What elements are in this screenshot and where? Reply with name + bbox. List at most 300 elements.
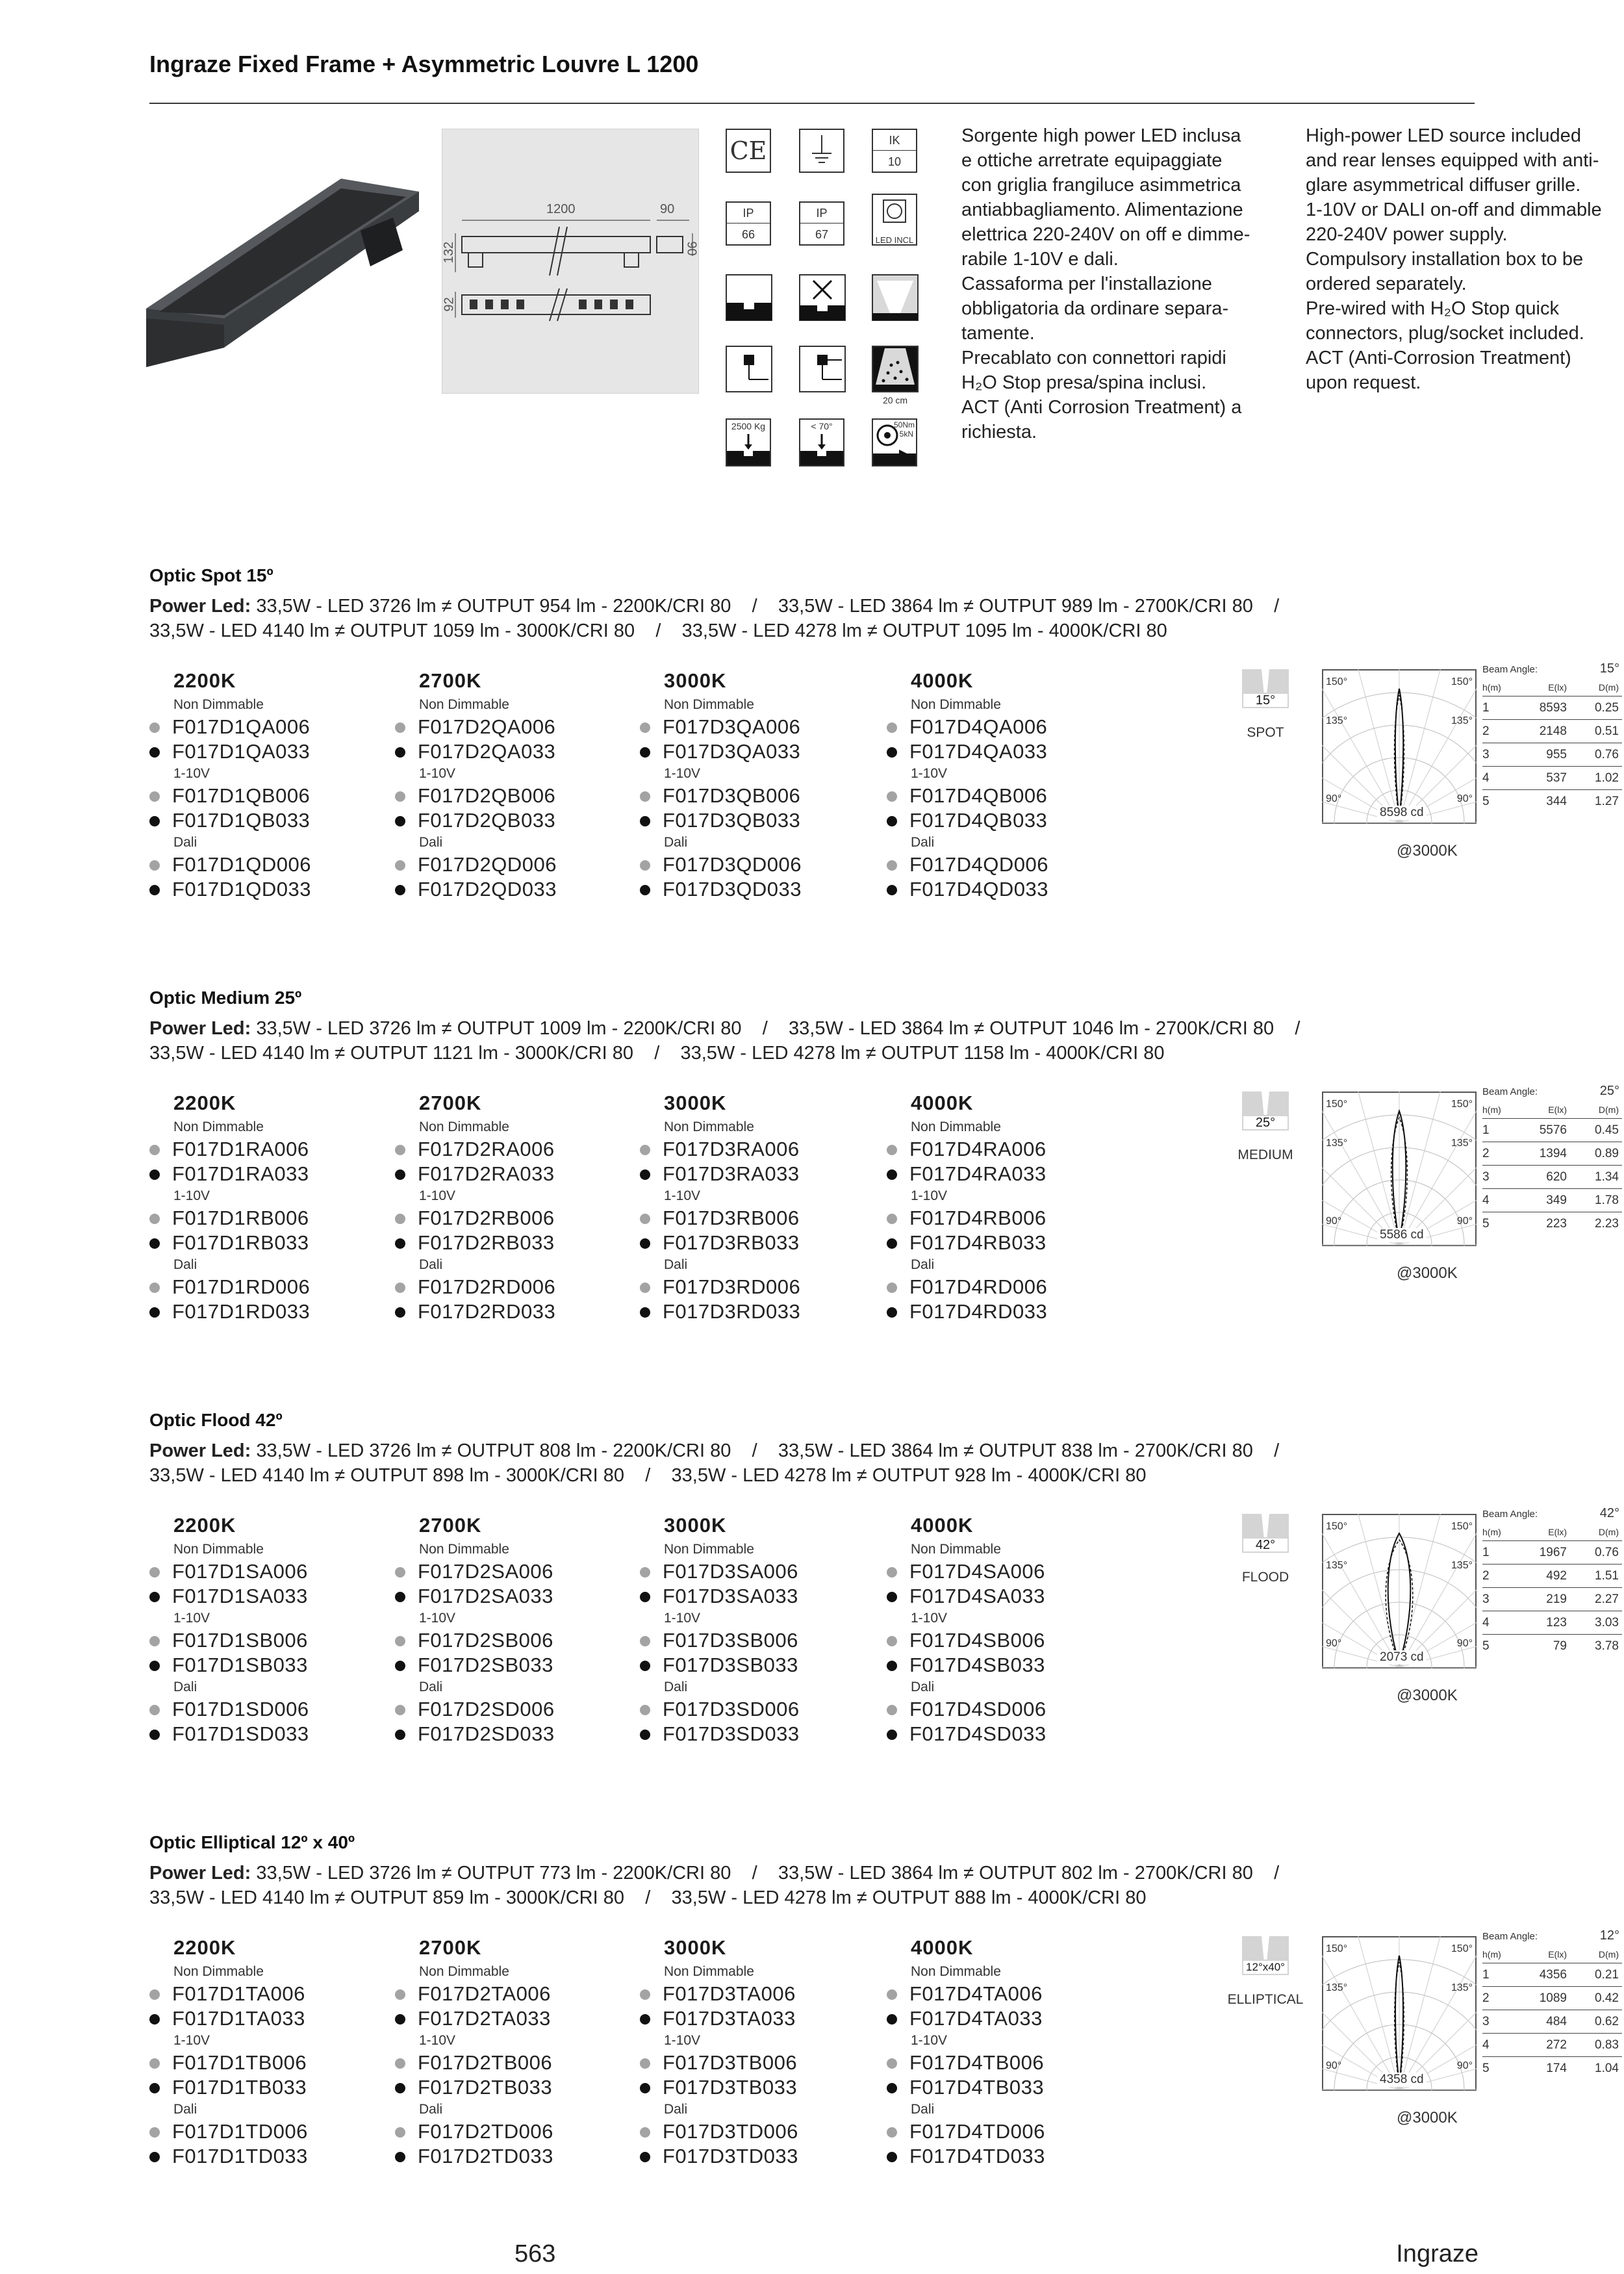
dimming-group-label: 1-10V — [173, 1611, 210, 1626]
power-led-label: Power Led: — [149, 1440, 251, 1461]
product-code: F017D3TA033 — [663, 2007, 796, 2030]
dimming-group-label: Dali — [419, 835, 443, 850]
product-code: F017D3SD006 — [663, 1698, 800, 1720]
beam-table-column-header: h(m) — [1482, 1527, 1501, 1537]
polar-label-90-left: 90° — [1326, 793, 1342, 804]
beam-angle-table — [1482, 661, 1622, 813]
polar-label-135-right: 135° — [1451, 1138, 1473, 1149]
black-finish-dot-icon — [149, 1307, 160, 1318]
polar-label-135-right: 135° — [1451, 715, 1473, 726]
product-code: F017D1SA006 — [172, 1560, 308, 1583]
black-finish-dot-icon — [640, 2083, 650, 2093]
beam-table-cell: 537 — [1546, 771, 1567, 785]
beam-angle-header — [1482, 1506, 1622, 1527]
dimming-group-label: 1-10V — [911, 766, 948, 781]
color-temp-heading: 2700K — [419, 1936, 482, 1959]
product-code: F017D2QB006 — [418, 784, 556, 807]
black-finish-dot-icon — [149, 816, 160, 826]
beam-table-cell: 0.62 — [1595, 2015, 1619, 2028]
product-code-row — [640, 739, 880, 764]
product-code: F017D2TA033 — [418, 2007, 551, 2030]
black-finish-dot-icon — [149, 1592, 160, 1602]
black-finish-dot-icon — [887, 1592, 897, 1602]
product-code: F017D2SD006 — [418, 1698, 555, 1720]
beam-angle-table — [1482, 1086, 1622, 1236]
product-code-row — [640, 1982, 880, 2006]
grey-finish-dot-icon — [887, 1214, 897, 1224]
product-code-row — [395, 1722, 635, 1746]
dimming-group-label: 1-10V — [173, 766, 210, 781]
product-code-row — [640, 2144, 880, 2169]
beam-table-cell: 3 — [1482, 748, 1490, 761]
polar-label-90-right: 90° — [1456, 1216, 1473, 1227]
product-code: F017D2SB006 — [418, 1629, 553, 1652]
product-code-row — [395, 2119, 635, 2144]
beam-table-row — [1482, 1142, 1622, 1166]
power-led-line-1: 33,5W - LED 3726 lm ≠ OUTPUT 773 lm - 2200K/CRI 80 / 33,5W - LED 3864 lm ≠ OUTPUT 802 lm - 2700K/CRI 80 / — [251, 1863, 1280, 1884]
product-code-row — [640, 1275, 880, 1299]
product-code-row — [887, 1275, 1127, 1299]
product-code-row — [887, 1697, 1127, 1722]
dimming-group-label: Dali — [911, 835, 935, 850]
dimming-group-label: 1-10V — [664, 1611, 701, 1626]
product-code: F017D4SD006 — [909, 1698, 1047, 1720]
beam-table-row — [1482, 1212, 1622, 1236]
beam-table-cell: 1.78 — [1595, 1194, 1619, 1207]
beam-table-cell: 0.76 — [1595, 1546, 1619, 1559]
optic-name: SPOT — [1247, 725, 1284, 740]
black-finish-dot-icon — [887, 1661, 897, 1671]
product-code-row — [887, 808, 1127, 833]
grey-finish-dot-icon — [149, 1567, 160, 1578]
product-code: F017D4TA033 — [909, 2007, 1043, 2030]
dimming-group-label: 1-10V — [911, 1188, 948, 1203]
color-temp-heading: 3000K — [664, 1092, 727, 1114]
black-finish-dot-icon — [640, 2014, 650, 2025]
beam-table-cell: 5 — [1482, 1639, 1490, 1653]
beam-table-column-header: D(m) — [1598, 682, 1619, 693]
dimming-group-label: 1-10V — [911, 2033, 948, 2048]
dimming-group-label: Non Dimmable — [419, 1964, 509, 1979]
product-code-row — [640, 808, 880, 833]
product-code: F017D3QB006 — [663, 784, 801, 807]
product-code-row — [887, 715, 1127, 739]
dimming-group-label: Non Dimmable — [911, 697, 1001, 712]
power-led-spec — [149, 594, 1475, 643]
beam-table-cell: 1.51 — [1595, 1569, 1619, 1583]
product-code: F017D1QB033 — [172, 809, 311, 832]
ip67-rating-badge: IP 67 — [799, 201, 844, 246]
dim-depth: 92 — [442, 297, 457, 312]
grey-finish-dot-icon — [395, 860, 405, 871]
black-finish-dot-icon — [395, 1661, 405, 1671]
grey-finish-dot-icon — [395, 791, 405, 802]
beam-angle-value: 25° — [1599, 1084, 1619, 1098]
grey-finish-dot-icon — [887, 791, 897, 802]
beam-table-header-row — [1482, 682, 1622, 696]
product-code: F017D2RA006 — [418, 1138, 555, 1160]
grey-finish-dot-icon — [887, 1636, 897, 1646]
product-code-row — [395, 2144, 635, 2169]
color-temp-column — [640, 1936, 880, 2169]
product-code: F017D1RB033 — [172, 1231, 309, 1254]
grey-finish-dot-icon — [640, 2058, 650, 2069]
product-code-row — [395, 1231, 635, 1255]
product-code-row — [640, 1559, 880, 1584]
power-led-line-2: 33,5W - LED 4140 lm ≠ OUTPUT 1059 lm - 3000K/CRI 80 / 33,5W - LED 4278 lm ≠ OUTPUT 1095 lm - 4000K/CRI 80 — [149, 620, 1167, 641]
black-finish-dot-icon — [887, 885, 897, 895]
color-temp-heading: 4000K — [911, 669, 974, 692]
color-temp-heading: 2200K — [173, 1936, 236, 1959]
grey-finish-dot-icon — [149, 860, 160, 871]
dimming-group-label: Non Dimmable — [173, 1542, 264, 1557]
black-finish-dot-icon — [640, 885, 650, 895]
product-code: F017D2TB006 — [418, 2051, 553, 2074]
product-code: F017D4QB006 — [909, 784, 1048, 807]
beam-angle-value: 42° — [1599, 1506, 1619, 1520]
color-temp-column — [395, 1936, 635, 2169]
beam-table-cell: 0.51 — [1595, 724, 1619, 738]
beam-table-column-header: D(m) — [1598, 1105, 1619, 1115]
beam-angle-label: Beam Angle: — [1482, 664, 1538, 675]
grey-finish-dot-icon — [395, 722, 405, 733]
beam-table-cell: 3.78 — [1595, 1639, 1619, 1653]
dimming-group-label: 1-10V — [419, 1188, 456, 1203]
product-code-row — [395, 1559, 635, 1584]
product-code-row — [395, 1275, 635, 1299]
beam-table-cell: 223 — [1546, 1217, 1567, 1231]
polar-label-150-right: 150° — [1451, 1521, 1473, 1532]
cable-exit-icon — [799, 346, 846, 392]
product-code-row — [887, 2006, 1127, 2031]
beam-table-row — [1482, 1189, 1622, 1212]
black-finish-dot-icon — [149, 1169, 160, 1180]
grey-finish-dot-icon — [395, 1145, 405, 1155]
ip66-rating-badge: IP 66 — [726, 201, 771, 246]
product-code-row — [149, 715, 390, 739]
grey-finish-dot-icon — [395, 2127, 405, 2138]
beam-table-cell: 955 — [1546, 748, 1567, 761]
black-finish-dot-icon — [395, 816, 405, 826]
dimming-group-label: Dali — [173, 835, 197, 850]
product-code-row — [395, 2006, 635, 2031]
power-led-line-2: 33,5W - LED 4140 lm ≠ OUTPUT 1121 lm - 3000K/CRI 80 / 33,5W - LED 4278 lm ≠ OUTPUT 1158 lm - 4000K/CRI 80 — [149, 1043, 1165, 1064]
product-code: F017D2RD033 — [418, 1300, 556, 1323]
beam-table-cell: 0.45 — [1595, 1123, 1619, 1137]
product-code: F017D3RD033 — [663, 1300, 801, 1323]
product-code: F017D3QA006 — [663, 715, 801, 738]
product-code-row — [640, 2119, 880, 2144]
beam-table-column-header: h(m) — [1482, 682, 1501, 693]
product-code-row — [395, 784, 635, 808]
product-code-row — [887, 2050, 1127, 2075]
dimming-group-label: Dali — [419, 1680, 443, 1694]
description-english: High-power LED source included and rear lenses equipped with anti- glare asymmetrical diffuser grille. 1-10V or DALI on-off and dimmable 220-240V power supply. Compulsory installation box to be ordered separately. Pre-wired with H₂O Stop quick connectors, plug/socket included. ACT (Anti-Corrosion Treatment) upon request. — [1306, 125, 1602, 393]
beam-table-column-header: E(lx) — [1548, 1527, 1567, 1537]
beam-table-row — [1482, 1565, 1622, 1588]
power-led-line-1: 33,5W - LED 3726 lm ≠ OUTPUT 808 lm - 2200K/CRI 80 / 33,5W - LED 3864 lm ≠ OUTPUT 838 lm - 2700K/CRI 80 / — [251, 1440, 1280, 1461]
dimming-group-label: Dali — [911, 2102, 935, 2117]
optic-degree: 12°x40° — [1242, 1960, 1289, 1975]
product-code: F017D2TA006 — [418, 1982, 551, 2005]
product-code-row — [640, 852, 880, 877]
product-code: F017D4RA006 — [909, 1138, 1047, 1160]
product-code: F017D2SB033 — [418, 1654, 553, 1676]
black-finish-dot-icon — [887, 1730, 897, 1740]
product-code: F017D1TA033 — [172, 2007, 305, 2030]
product-code: F017D2TD006 — [418, 2120, 553, 2143]
beam-table-cell: 2 — [1482, 1569, 1490, 1583]
polar-label-90-right: 90° — [1456, 793, 1473, 804]
beam-table-cell: 1967 — [1539, 1546, 1567, 1559]
grey-finish-dot-icon — [640, 791, 650, 802]
beam-table-cell: 1.34 — [1595, 1170, 1619, 1184]
dimming-group-label: 1-10V — [664, 1188, 701, 1203]
grey-finish-dot-icon — [640, 1989, 650, 2000]
product-code-row — [149, 1628, 390, 1653]
product-code: F017D1QD006 — [172, 853, 312, 876]
page-number: 563 — [514, 2240, 556, 2268]
grey-finish-dot-icon — [395, 1214, 405, 1224]
beam-table-cell: 0.25 — [1595, 701, 1619, 715]
optic-section — [149, 565, 1619, 955]
black-finish-dot-icon — [395, 2014, 405, 2025]
product-code-row — [640, 877, 880, 902]
product-code-row — [149, 2006, 390, 2031]
grey-finish-dot-icon — [149, 2127, 160, 2138]
product-code-row — [395, 739, 635, 764]
black-finish-dot-icon — [395, 2083, 405, 2093]
beam-table-cell: 8593 — [1539, 701, 1567, 715]
product-code: F017D2SA033 — [418, 1585, 553, 1607]
power-led-spec — [149, 1016, 1475, 1066]
beam-table-cell: 620 — [1546, 1170, 1567, 1184]
product-code: F017D3SD033 — [663, 1722, 800, 1745]
polar-label-135-right: 135° — [1451, 1982, 1473, 1993]
product-code: F017D4TD006 — [909, 2120, 1045, 2143]
product-code-row — [640, 1584, 880, 1609]
beam-table-row — [1482, 1166, 1622, 1189]
polar-candela-value: 8598 cd — [1377, 806, 1427, 820]
grey-finish-dot-icon — [149, 1145, 160, 1155]
power-led-line-1: 33,5W - LED 3726 lm ≠ OUTPUT 1009 lm - 2200K/CRI 80 / 33,5W - LED 3864 lm ≠ OUTPUT 1046 lm - 2700K/CRI 80 / — [251, 1018, 1300, 1039]
polar-label-150-right: 150° — [1451, 1943, 1473, 1954]
product-code: F017D1QB006 — [172, 784, 311, 807]
black-finish-dot-icon — [149, 2083, 160, 2093]
product-code: F017D3SA006 — [663, 1560, 798, 1583]
polar-candela-value: 2073 cd — [1377, 1650, 1427, 1665]
product-code-row — [887, 784, 1127, 808]
product-code: F017D4QD033 — [909, 878, 1049, 901]
beam-table-cell: 2148 — [1539, 724, 1567, 738]
power-led-line-2: 33,5W - LED 4140 lm ≠ OUTPUT 859 lm - 3000K/CRI 80 / 33,5W - LED 4278 lm ≠ OUTPUT 888 lm - 4000K/CRI 80 — [149, 1887, 1147, 1908]
product-code: F017D4SB006 — [909, 1629, 1045, 1652]
product-code-row — [887, 1653, 1127, 1678]
measurement-temp-note: @3000K — [1397, 1264, 1458, 1282]
product-code-row — [887, 877, 1127, 902]
dimming-group-label: Non Dimmable — [419, 1119, 509, 1134]
title-divider — [149, 103, 1475, 104]
beam-angle-label: Beam Angle: — [1482, 1509, 1538, 1520]
optic-section — [149, 1832, 1619, 2222]
color-temp-column — [640, 669, 880, 902]
color-temp-heading: 3000K — [664, 1514, 727, 1537]
product-code-row — [887, 1628, 1127, 1653]
product-code-row — [640, 1722, 880, 1746]
beam-table-row — [1482, 767, 1622, 790]
beam-table-row — [1482, 743, 1622, 767]
product-code: F017D1SD033 — [172, 1722, 309, 1745]
product-code-row — [149, 1275, 390, 1299]
beam-table-cell: 5576 — [1539, 1123, 1567, 1137]
grey-finish-dot-icon — [149, 1214, 160, 1224]
section-title: Optic Elliptical 12º x 40º — [149, 1832, 355, 1852]
black-finish-dot-icon — [149, 2014, 160, 2025]
product-code: F017D1TD033 — [172, 2145, 308, 2167]
product-code: F017D3QD006 — [663, 853, 802, 876]
measurement-temp-note: @3000K — [1397, 2109, 1458, 2127]
product-code: F017D3SB033 — [663, 1654, 798, 1676]
product-code-row — [640, 715, 880, 739]
black-finish-dot-icon — [395, 1307, 405, 1318]
polar-label-150-left: 150° — [1326, 676, 1348, 687]
black-finish-dot-icon — [640, 1730, 650, 1740]
no-cover-icon — [799, 274, 846, 321]
polar-candela-value: 5586 cd — [1377, 1228, 1427, 1242]
dimming-group-label: 1-10V — [664, 2033, 701, 2048]
color-temp-column — [395, 669, 635, 902]
beam-table-cell: 1.04 — [1595, 2062, 1619, 2075]
beam-table-cell: 2.27 — [1595, 1592, 1619, 1606]
beam-table-column-header: D(m) — [1598, 1527, 1619, 1537]
product-code: F017D4SB033 — [909, 1654, 1045, 1676]
beam-table-row — [1482, 1635, 1622, 1658]
product-code-row — [887, 1982, 1127, 2006]
polar-diagram — [1322, 669, 1477, 824]
beam-table-cell: 2 — [1482, 1991, 1490, 2005]
dimming-group-label: Non Dimmable — [173, 1119, 264, 1134]
product-code-row — [887, 1559, 1127, 1584]
beam-table-column-header: h(m) — [1482, 1949, 1501, 1960]
dimming-group-label: Dali — [419, 1257, 443, 1272]
product-code: F017D2RB033 — [418, 1231, 555, 1254]
polar-label-150-right: 150° — [1451, 1099, 1473, 1110]
grey-finish-dot-icon — [395, 1705, 405, 1715]
dimming-group-label: Non Dimmable — [664, 1119, 754, 1134]
product-code-row — [149, 2075, 390, 2100]
product-code: F017D2QB033 — [418, 809, 556, 832]
product-code: F017D2TB033 — [418, 2076, 553, 2099]
beam-table-cell: 174 — [1546, 2062, 1567, 2075]
product-code: F017D1QA033 — [172, 740, 311, 763]
color-temp-column — [395, 1514, 635, 1746]
product-code: F017D1RB006 — [172, 1207, 309, 1229]
product-code: F017D2TD033 — [418, 2145, 553, 2167]
product-code-row — [149, 784, 390, 808]
dimming-group-label: 1-10V — [419, 2033, 456, 2048]
dimming-group-label: 1-10V — [664, 766, 701, 781]
product-code-row — [887, 1722, 1127, 1746]
color-temp-heading: 3000K — [664, 669, 727, 692]
optic-degree: 42° — [1242, 1537, 1289, 1553]
product-code: F017D1TB006 — [172, 2051, 307, 2074]
optic-section — [149, 988, 1619, 1377]
product-code-row — [640, 1206, 880, 1231]
grey-finish-dot-icon — [395, 1567, 405, 1578]
dimming-group-label: Non Dimmable — [911, 1542, 1001, 1557]
polar-candela-value: 4358 cd — [1377, 2073, 1427, 2087]
color-temp-column — [640, 1514, 880, 1746]
grey-finish-dot-icon — [640, 1145, 650, 1155]
beam-table-cell: 0.42 — [1595, 1991, 1619, 2005]
grey-finish-dot-icon — [149, 1989, 160, 2000]
beam-table-cell: 1394 — [1539, 1147, 1567, 1160]
grey-finish-dot-icon — [887, 1145, 897, 1155]
dimming-group-label: 1-10V — [911, 1611, 948, 1626]
color-temp-heading: 2200K — [173, 1514, 236, 1537]
grey-finish-dot-icon — [395, 1283, 405, 1293]
color-temp-column — [887, 1092, 1127, 1324]
polar-label-150-left: 150° — [1326, 1943, 1348, 1954]
load-2500kg-icon: 2500 Kg — [726, 418, 771, 466]
dimming-group-label: Dali — [664, 1680, 688, 1694]
dimming-group-label: Non Dimmable — [173, 697, 264, 712]
product-code: F017D1QA006 — [172, 715, 311, 738]
black-finish-dot-icon — [640, 1592, 650, 1602]
product-code-row — [149, 2050, 390, 2075]
beam-angle-header — [1482, 1928, 1622, 1949]
beam-table-row — [1482, 2010, 1622, 2034]
black-finish-dot-icon — [149, 747, 160, 758]
product-code-row — [395, 1299, 635, 1324]
optic-name: ELLIPTICAL — [1227, 1992, 1304, 2007]
torque-icon: 50Nm 5kN — [872, 418, 917, 466]
black-finish-dot-icon — [149, 1238, 160, 1249]
beam-table-cell: 2 — [1482, 1147, 1490, 1160]
product-code-row — [149, 1559, 390, 1584]
black-finish-dot-icon — [887, 2014, 897, 2025]
product-code-row — [395, 808, 635, 833]
product-code-row — [395, 1697, 635, 1722]
product-code: F017D4QB033 — [909, 809, 1048, 832]
beam-optic-icon — [1242, 1936, 1289, 1975]
black-finish-dot-icon — [640, 1661, 650, 1671]
product-code-row — [640, 1653, 880, 1678]
dimming-group-label: 1-10V — [173, 1188, 210, 1203]
beam-table-row — [1482, 1611, 1622, 1635]
product-code-row — [640, 2006, 880, 2031]
beam-table-cell: 5 — [1482, 795, 1490, 808]
beam-table-cell: 3 — [1482, 1592, 1490, 1606]
color-temp-column — [149, 669, 390, 902]
beam-angle-header — [1482, 1086, 1622, 1105]
color-temp-heading: 4000K — [911, 1092, 974, 1114]
product-code-row — [149, 852, 390, 877]
product-code: F017D4RD033 — [909, 1300, 1048, 1323]
grey-finish-dot-icon — [640, 1283, 650, 1293]
dimming-group-label: Non Dimmable — [911, 1119, 1001, 1134]
product-code-row — [149, 808, 390, 833]
dimming-group-label: Dali — [419, 2102, 443, 2117]
beam-table-cell: 1 — [1482, 1968, 1490, 1982]
beam-table-cell: 4 — [1482, 2038, 1490, 2052]
beam-table-cell: 1 — [1482, 1546, 1490, 1559]
polar-label-150-right: 150° — [1451, 676, 1473, 687]
grey-finish-dot-icon — [887, 1567, 897, 1578]
grey-finish-dot-icon — [395, 1636, 405, 1646]
polar-diagram — [1322, 1092, 1477, 1246]
grey-finish-dot-icon — [640, 722, 650, 733]
